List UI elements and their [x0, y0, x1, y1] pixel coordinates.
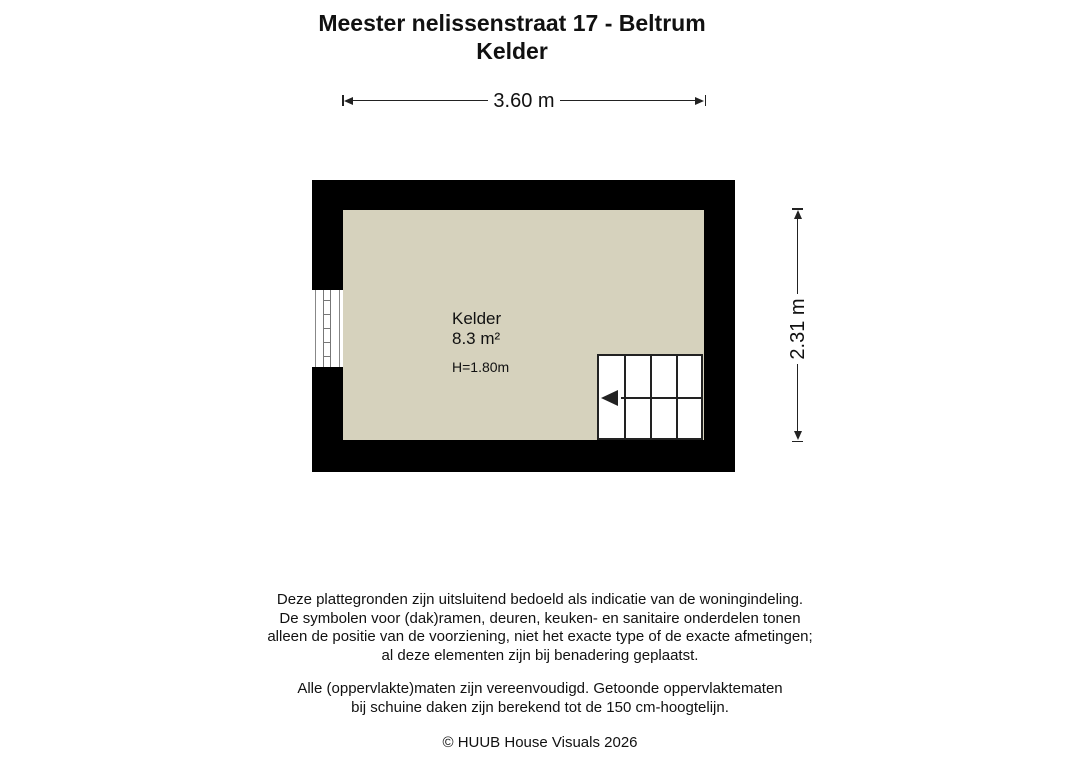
stair-direction-arrow-icon: [601, 390, 618, 406]
window-bar: [323, 314, 331, 315]
disclaimer-line: Alle (oppervlakte)maten zijn vereenvoudigd. Getoonde oppervlaktematen: [297, 680, 783, 697]
window-icon: [312, 290, 343, 367]
window-bar: [323, 300, 331, 301]
disclaimer-paragraph: [0, 591, 1080, 665]
disclaimer-line: al deze elementen zijn bij benadering geplaatst.: [381, 646, 699, 664]
disclaimer-line: Deze plattegronden zijn uitsluitend bedoeld als indicatie van de woningindeling.: [276, 591, 804, 608]
plan-title-address: Meester nelissenstraat 17 - Beltrum: [318, 10, 706, 36]
dimension-line: [560, 100, 702, 101]
stairs-icon: [597, 354, 703, 440]
arrow-right-icon: [695, 97, 704, 105]
copyright-notice: © HUUB House Visuals 2026: [442, 734, 638, 751]
window-bar: [323, 356, 331, 357]
dimension-line: [797, 212, 798, 294]
depth-label: 2.31 m: [787, 298, 809, 360]
dimension-tick: [792, 441, 803, 443]
width-label: 3.60 m: [493, 90, 555, 112]
dimension-line: [797, 364, 798, 438]
window-bar: [323, 342, 331, 343]
disclaimer-line: De symbolen voor (dak)ramen, deuren, keuken- en sanitaire onderdelen tonen: [279, 609, 801, 627]
width-dimension: [342, 88, 706, 114]
plan-title-floor: Kelder: [476, 38, 548, 64]
disclaimer-line: bij schuine daken zijn berekend tot de 150 cm-hoogtelijn.: [351, 698, 729, 716]
window-bar: [323, 328, 331, 329]
arrow-down-icon: [794, 431, 802, 440]
window-frame-line: [339, 290, 340, 367]
disclaimer-paragraph: [0, 680, 1080, 717]
disclaimer-line: alleen de positie van de voorziening, niet het exacte type of de exacte afmetingen;: [267, 628, 813, 645]
room-area: 8.3 m²: [452, 329, 501, 348]
stair-run-line: [621, 397, 701, 399]
room-name: Kelder: [452, 309, 502, 328]
depth-dimension: [785, 208, 811, 442]
room-height: H=1.80m: [452, 359, 510, 375]
window-frame-line: [315, 290, 316, 367]
dimension-line: [346, 100, 488, 101]
dimension-tick: [705, 95, 707, 106]
